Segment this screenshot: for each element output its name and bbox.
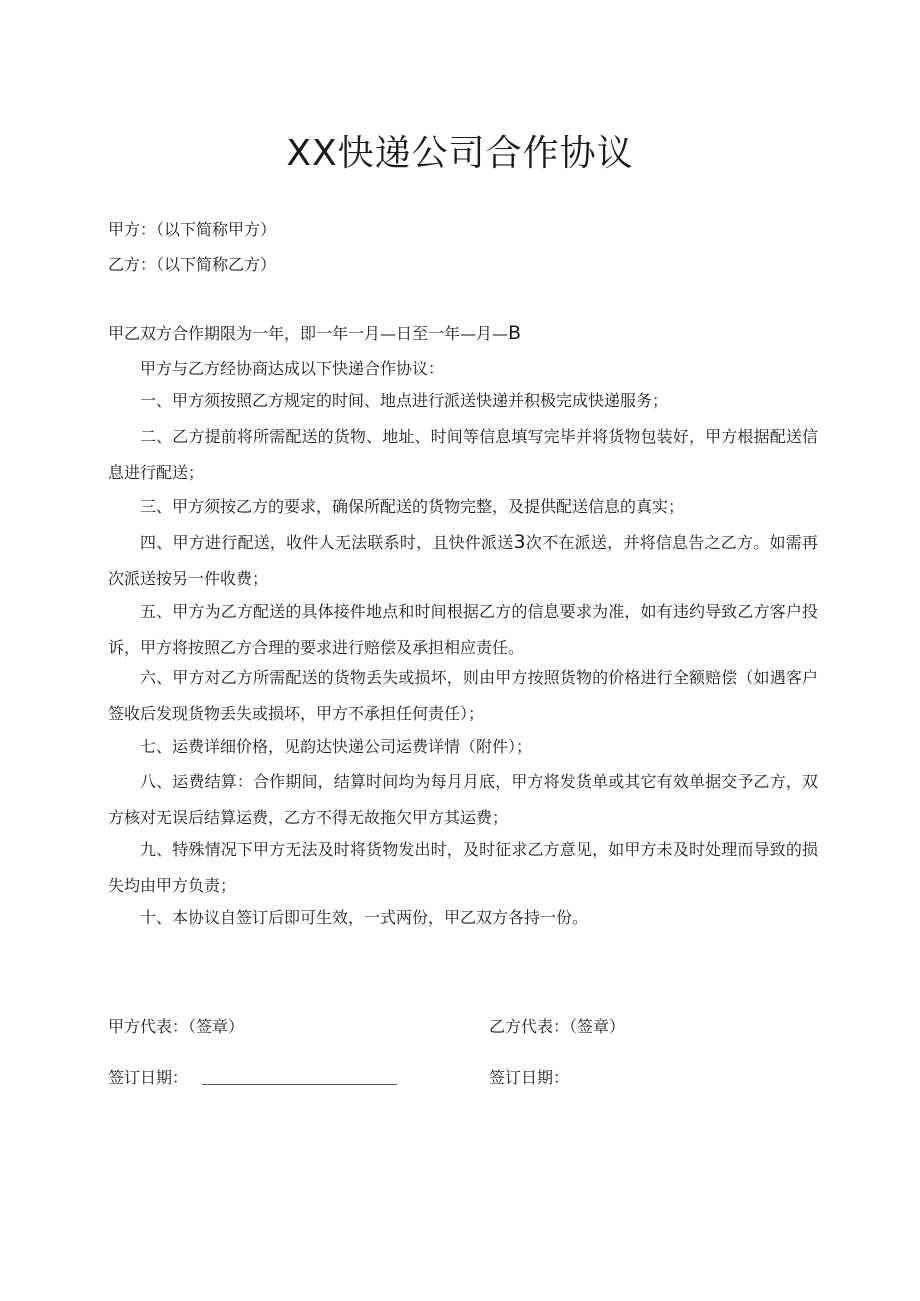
term-text: 甲乙双方合作期限为一年，即一年一月—日至一年—月— (108, 324, 509, 343)
clause-4-text-b: 次不在派送，并将信息告之乙方。如需再次派送按另一件收费； (108, 533, 818, 588)
clause-4-text-a: 四、甲方进行配送，收件人无法联系时，且快件派送 (140, 533, 514, 552)
document-title: XX快递公司合作协议 (286, 133, 634, 174)
clause-2: 二、乙方提前将所需配送的货物、地址、时间等信息填写完毕并将货物包装好，甲方根据配送信息进行配送； (108, 427, 818, 482)
party-a-date-label: 签订日期： (108, 1068, 189, 1087)
clause-8: 八、运费结算：合作期间，结算时间均为每月月底，甲方将发货单或其它有效单据交予乙方，双方核对无误后结算运费，乙方不得无故拖欠甲方其运费； (108, 772, 818, 827)
clause-5: 五、甲方为乙方配送的具体接件地点和时间根据乙方的信息要求为准，如有违约导致乙方客户投诉，甲方将按照乙方合理的要求进行赔偿及承担相应责任。 (108, 602, 818, 657)
term-line (108, 322, 521, 345)
clause-4-number: 3 (513, 531, 526, 553)
clause-7: 七、运费详细价格，见韵达快递公司运费详情（附件）； (140, 737, 533, 756)
clause-9: 九、特殊情况下甲方无法及时将货物发出时，及时征求乙方意见，如甲方未及时处理而导致的损失均由甲方负责； (108, 840, 818, 895)
term-suffix: B (508, 322, 522, 344)
clause-1: 一、甲方须按照乙方规定的时间、地点进行派送快递并积极完成快递服务； (140, 391, 669, 410)
party-b-date: 签订日期： (489, 1068, 570, 1087)
party-a-date (108, 1067, 397, 1089)
party-b-representative: 乙方代表：（签章） (489, 1017, 626, 1036)
signing-date-blank[interactable] (202, 1070, 397, 1085)
clause-6: 六、甲方对乙方所需配送的货物丢失或损坏，则由甲方按照货物的价格进行全额赔偿（如遇客户签收后发现货物丢失或损坏，甲方不承担任何责任）； (108, 668, 818, 723)
party-a-line: 甲方：（以下简称甲方） (108, 220, 277, 239)
clause-4 (108, 524, 818, 597)
party-b-line: 乙方：（以下简称乙方） (108, 255, 277, 274)
clause-10: 十、本协议自签订后即可生效，一式两份，甲乙双方各持一份。 (140, 908, 589, 927)
party-a-representative: 甲方代表：（签章） (108, 1017, 245, 1036)
intro-line: 甲方与乙方经协商达成以下快递合作协议： (140, 359, 445, 378)
clause-3: 三、甲方须按乙方的要求，确保所配送的货物完整，及提供配送信息的真实； (140, 497, 685, 516)
